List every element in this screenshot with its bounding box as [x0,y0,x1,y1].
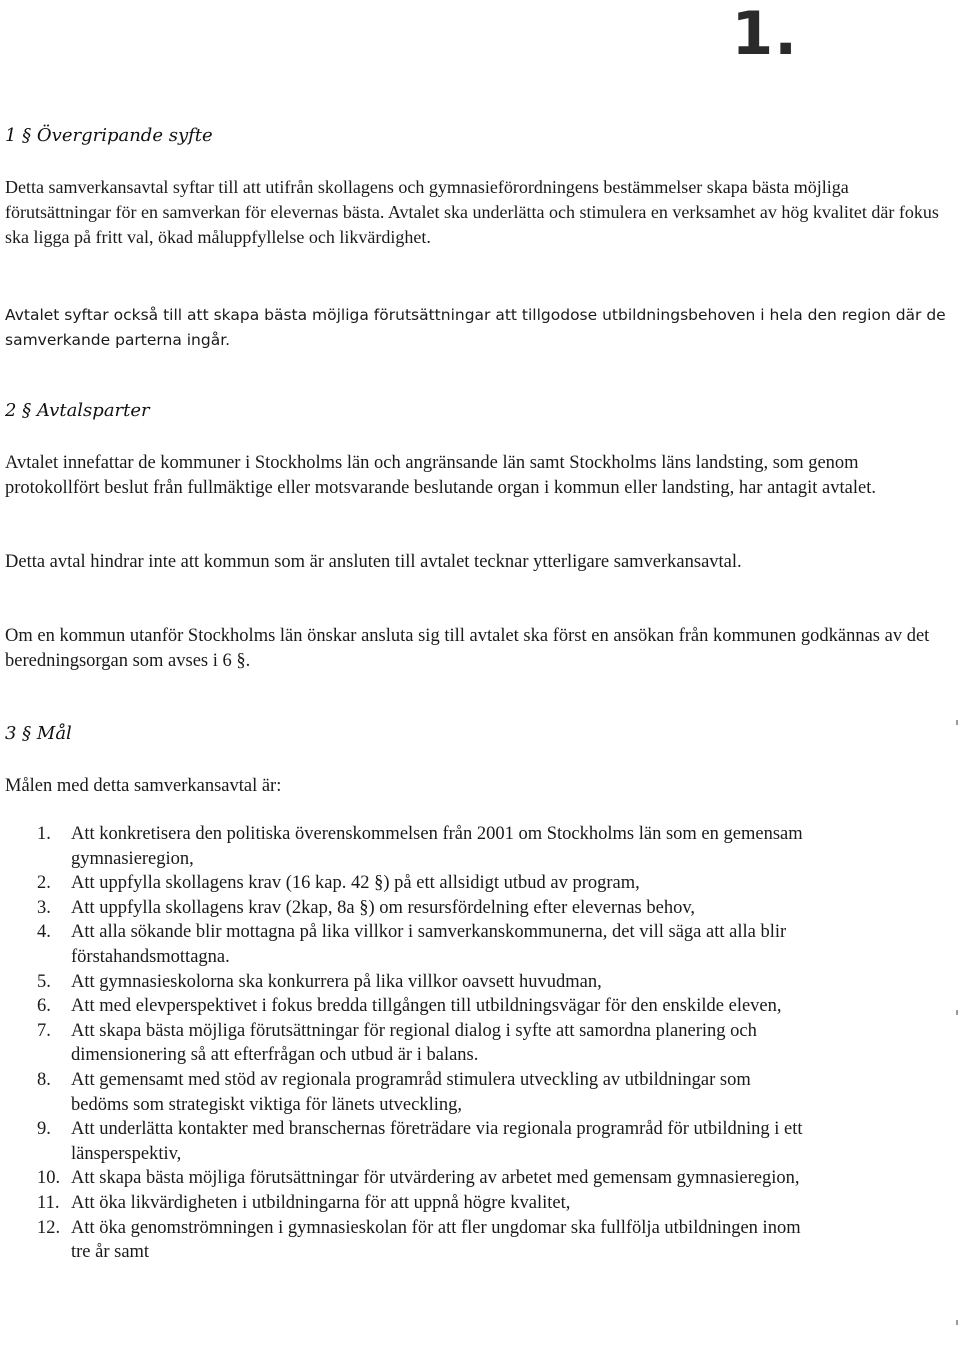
list-item-text: Att alla sökande blir mottagna på lika villkor i samverkanskommunerna, det vill säga att alla blir förstahandsmottagna. [71,922,787,967]
section-heading-purpose: 1 § Övergripande syfte [5,125,213,146]
list-item-text: Att uppfylla skollagens krav (16 kap. 42 §) på ett allsidigt utbud av program, [71,873,640,894]
list-item-text: Att öka likvärdigheten i utbildningarna för att uppnå högre kvalitet, [71,1192,571,1213]
list-item-number: 7. [37,1020,51,1041]
list-item-text: Att med elevperspektivet i fokus bredda tillgången till utbildningsvägar för den enskilde eleven, [71,996,782,1017]
list-item [0,822,950,871]
section-heading-parties: 2 § Avtalsparter [5,400,150,421]
paragraph-parties-1: Avtalet innefattar de kommuner i Stockholms län och angränsande län samt Stockholms läns landsting, som genom protokollfört beslut från fullmäktige eller motsvarande beslutande organ i kommun eller landsting, har antagit avtalet. [5,453,876,498]
list-item [0,994,950,1019]
scan-edge-mark [956,720,958,725]
list-item-text: Att konkretisera den politiska överenskommelsen från 2001 om Stockholms län som en gemensam gymnasieregion, [71,824,803,869]
paragraph-parties-3: Om en kommun utanför Stockholms län önskar ansluta sig till avtalet ska först en ansökan från kommunen godkännas av det beredningsorgan som avses i 6 §. [5,626,930,671]
list-item-number: 3. [37,897,51,918]
goals-intro: Målen med detta samverkansavtal är: [5,776,282,796]
goals-list [0,822,950,1265]
list-item-number: 8. [37,1069,51,1090]
paragraph-purpose-1: Detta samverkansavtal syftar till att utifrån skollagens och gymnasieförordningens bestämmelser skapa bästa möjliga förutsättningar för en samverkan för elevernas bästa. Avtalet ska underlätta och stimulera en verksamhet av hög kvalitet där fokus ska ligga på fritt val, ökad måluppfyllelse och likvärdighet. [5,177,939,247]
list-item-text: Att gymnasieskolorna ska konkurrera på lika villkor oavsett huvudman, [71,971,602,992]
list-item-number: 6. [37,996,51,1017]
list-item [0,896,950,921]
list-item [0,1117,950,1166]
page-number: 1. [731,0,798,69]
scan-edge-mark [956,1010,958,1015]
list-item-text: Att skapa bästa möjliga förutsättningar för utvärdering av arbetet med gemensam gymnasieregion, [71,1168,800,1189]
paragraph-parties-2: Detta avtal hindrar inte att kommun som är ansluten till avtalet tecknar ytterligare samverkansavtal. [5,552,742,572]
list-item-number: 2. [37,873,51,894]
list-item-number: 1. [37,824,51,844]
list-item-number: 4. [37,922,51,943]
list-item [0,1166,950,1191]
list-item-number: 11. [37,1192,60,1213]
list-item [0,970,950,995]
list-item-number: 9. [37,1119,51,1140]
list-item [0,1068,950,1117]
list-item [0,1019,950,1068]
list-item-number: 10. [37,1168,61,1189]
list-item-text: Att öka genomströmningen i gymnasieskolan för att fler ungdomar ska fullfölja utbildningen inom tre år samt [71,1217,801,1263]
list-item-text: Att gemensamt med stöd av regionala programråd stimulera utveckling av utbildningar som bedöms som strategiskt viktiga för länets utveckling, [71,1069,751,1115]
list-item-text: Att skapa bästa möjliga förutsättningar för regional dialog i syfte att samordna planering och dimensionering så att efterfrågan och utbud är i balans. [71,1020,757,1066]
list-item [0,1191,950,1216]
list-item-number: 5. [37,971,51,992]
paragraph-purpose-2: Avtalet syftar också till att skapa bästa möjliga förutsättningar att tillgodose utbildningsbehoven i hela den region där de samverkande parterna ingår. [5,306,946,349]
scan-edge-mark [956,1320,958,1325]
section-heading-goals: 3 § Mål [5,723,72,744]
list-item-text: Att uppfylla skollagens krav (2kap, 8a §) om resursfördelning efter elevernas behov, [71,897,696,918]
list-item [0,920,950,969]
list-item-text: Att underlätta kontakter med branschernas företrädare via regionala programråd för utbildning i ett länsperspektiv, [71,1119,803,1164]
list-item-number: 12. [37,1217,61,1238]
list-item [0,1216,950,1265]
list-item [0,871,950,896]
